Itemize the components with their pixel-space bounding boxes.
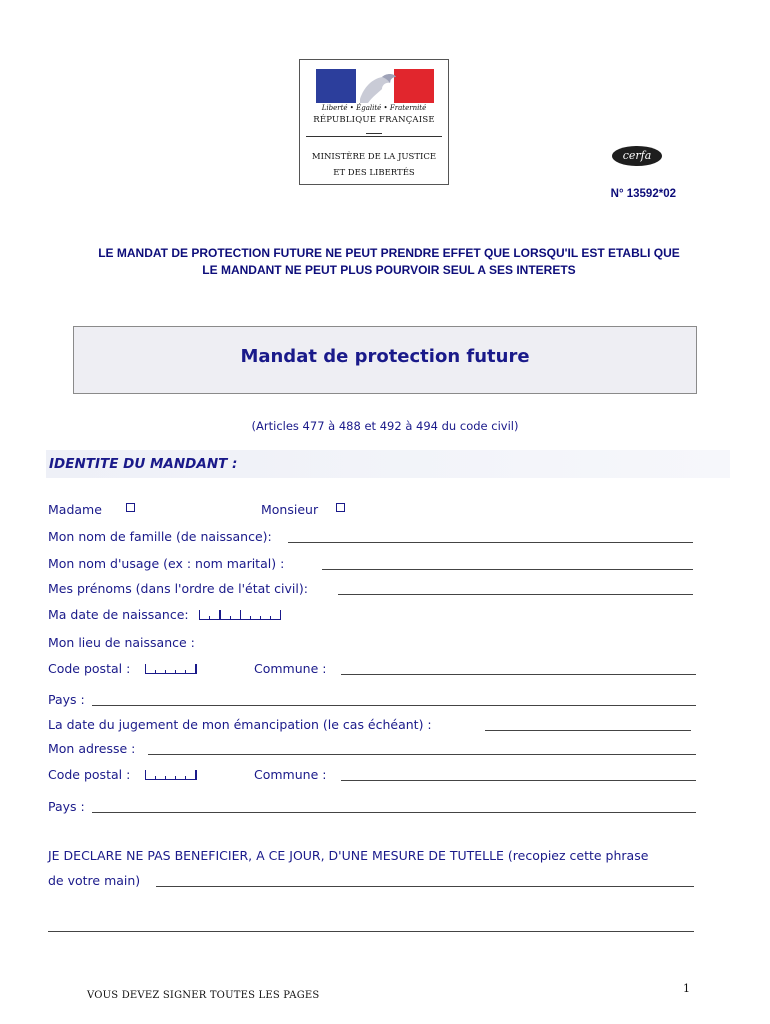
country-label-2: Pays :: [48, 799, 85, 814]
commune-field[interactable]: [341, 674, 696, 675]
country-field-2[interactable]: [92, 812, 696, 813]
postal-code-field-2[interactable]: [145, 769, 197, 780]
ministry-logo: [299, 59, 449, 185]
address-label: Mon adresse :: [48, 741, 136, 756]
postal-code-field[interactable]: [145, 663, 197, 674]
monsieur-label: Monsieur: [261, 502, 319, 517]
marianne-flag-icon: [316, 69, 434, 103]
madame-label: Madame: [48, 502, 102, 517]
usage-name-field[interactable]: [322, 569, 693, 570]
effect-warning: [60, 245, 718, 279]
birth-date-label: Ma date de naissance:: [48, 607, 189, 622]
madame-checkbox[interactable]: [126, 503, 135, 512]
postal-code-label-2: Code postal :: [48, 767, 131, 782]
logo-divider-short: [366, 133, 382, 134]
birth-date-field[interactable]: [199, 609, 281, 620]
declaration-line-2: de votre main): [48, 873, 141, 888]
section-title: IDENTITE DU MANDANT :: [49, 456, 238, 472]
country-field[interactable]: [92, 705, 696, 706]
birth-name-field[interactable]: [288, 542, 693, 543]
section-header: [46, 450, 730, 478]
declaration-field[interactable]: [156, 886, 694, 887]
page-number: 1: [683, 982, 690, 995]
cerfa-badge: cerfa: [612, 146, 662, 166]
ministry-line-2: ET DES LIBERTÉS: [333, 168, 415, 178]
commune-field-2[interactable]: [341, 780, 696, 781]
cerfa-number: N° 13592*02: [610, 188, 676, 200]
legal-articles: (Articles 477 à 488 et 492 à 494 du code civil): [251, 419, 519, 433]
document-title: Mandat de protection future: [240, 346, 530, 367]
title-box: [73, 326, 697, 394]
country-label: Pays :: [48, 692, 85, 707]
logo-divider: [306, 136, 442, 137]
declaration-line-1: JE DECLARE NE PAS BENEFICIER, A CE JOUR, D'UNE MESURE DE TUTELLE (recopiez cette phrase: [48, 848, 649, 863]
warning-line-1: LE MANDAT DE PROTECTION FUTURE NE PEUT PRENDRE EFFET QUE LORSQU'IL EST ETABLI QUE: [98, 246, 680, 260]
declaration-field-2[interactable]: [48, 931, 694, 932]
sign-all-pages-notice: VOUS DEVEZ SIGNER TOUTES LES PAGES: [87, 990, 320, 1001]
monsieur-checkbox[interactable]: [336, 503, 345, 512]
emancipation-date-field[interactable]: [485, 730, 691, 731]
birth-place-label: Mon lieu de naissance :: [48, 635, 195, 650]
republic-name: RÉPUBLIQUE FRANÇAISE: [313, 115, 435, 125]
usage-name-label: Mon nom d'usage (ex : nom marital) :: [48, 556, 285, 571]
warning-line-2: LE MANDANT NE PEUT PLUS POURVOIR SEUL A SES INTERETS: [202, 263, 576, 277]
emancipation-date-label: La date du jugement de mon émancipation (le cas échéant) :: [48, 717, 432, 732]
postal-code-label: Code postal :: [48, 661, 131, 676]
first-names-label: Mes prénoms (dans l'ordre de l'état civil):: [48, 581, 308, 596]
first-names-field[interactable]: [338, 594, 693, 595]
address-field[interactable]: [148, 754, 696, 755]
ministry-line-1: MINISTÈRE DE LA JUSTICE: [311, 152, 437, 162]
republic-motto: Liberté • Égalité • Fraternité: [321, 104, 427, 112]
birth-name-label: Mon nom de famille (de naissance):: [48, 529, 272, 544]
commune-label-2: Commune :: [254, 767, 327, 782]
ministry-name: [300, 149, 448, 181]
commune-label: Commune :: [254, 661, 327, 676]
